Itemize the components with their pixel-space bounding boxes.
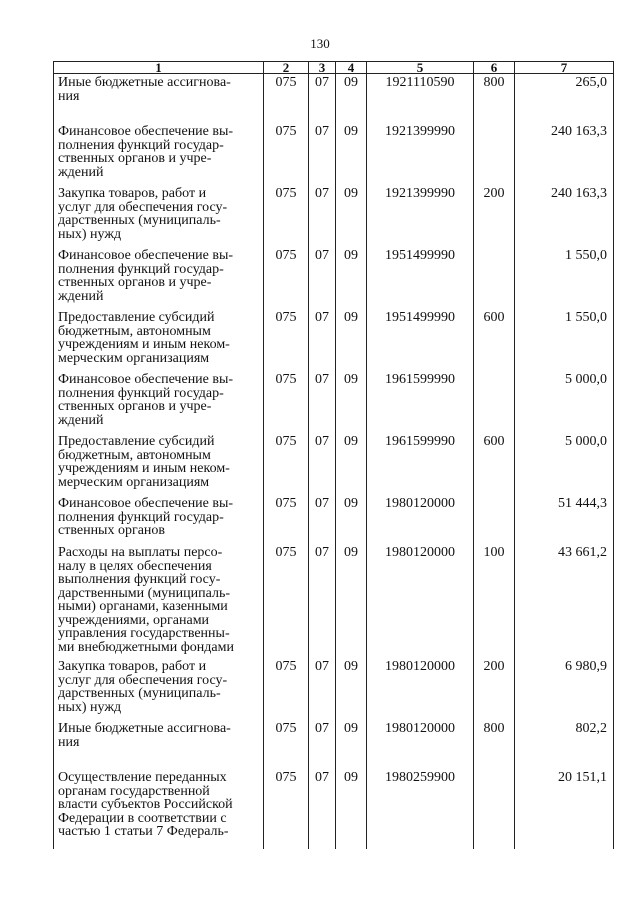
- section-code-cell: 07: [309, 185, 336, 247]
- page-number: 130: [310, 36, 330, 51]
- subsection-code-cell: 09: [336, 309, 367, 371]
- expense-type-cell: [474, 371, 515, 433]
- expense-type-cell: 600: [474, 309, 515, 371]
- column-header: 4: [336, 62, 367, 74]
- section-code-cell: 07: [309, 720, 336, 769]
- section-code-cell: 07: [309, 495, 336, 544]
- amount-cell: 6 980,9: [515, 658, 614, 720]
- ministry-code-cell: 075: [264, 658, 309, 720]
- target-article-cell: 1980120000: [367, 658, 474, 720]
- table-row: [54, 433, 614, 495]
- subsection-code-cell: 09: [336, 247, 367, 309]
- table-row: [54, 74, 614, 124]
- section-code-cell: 07: [309, 658, 336, 720]
- subsection-code-cell: 09: [336, 185, 367, 247]
- ministry-code-cell: 075: [264, 185, 309, 247]
- target-article-cell: 1961599990: [367, 371, 474, 433]
- table-row: [54, 185, 614, 247]
- table-row: [54, 371, 614, 433]
- amount-cell: 802,2: [515, 720, 614, 769]
- subsection-code-cell: 09: [336, 495, 367, 544]
- section-code-cell: 07: [309, 433, 336, 495]
- column-header: 6: [474, 62, 515, 74]
- subsection-code-cell: 09: [336, 433, 367, 495]
- target-article-cell: 1980259900: [367, 769, 474, 849]
- ministry-code-cell: 075: [264, 769, 309, 849]
- target-article-cell: 1980120000: [367, 720, 474, 769]
- column-header: 3: [309, 62, 336, 74]
- ministry-code-cell: 075: [264, 544, 309, 658]
- table-row: [54, 658, 614, 720]
- column-header: 2: [264, 62, 309, 74]
- header-row: [54, 62, 614, 74]
- ministry-code-cell: 075: [264, 371, 309, 433]
- subsection-code-cell: 09: [336, 74, 367, 124]
- ministry-code-cell: 075: [264, 433, 309, 495]
- expense-name-cell: Финансовое обеспечение вы- полнения функций государ- ственных органов и учре- ждений: [54, 247, 264, 309]
- target-article-cell: 1951499990: [367, 247, 474, 309]
- subsection-code-cell: 09: [336, 658, 367, 720]
- expense-name-cell: Предоставление субсидий бюджетным, автономным учреждениям и иным неком- мерческим организациям: [54, 433, 264, 495]
- column-header: 1: [54, 62, 264, 74]
- target-article-cell: 1921399990: [367, 185, 474, 247]
- subsection-code-cell: 09: [336, 720, 367, 769]
- expense-name-cell: Предоставление субсидий бюджетным, автономным учреждениям и иным неком- мерческим организациям: [54, 309, 264, 371]
- table-row: [54, 309, 614, 371]
- amount-cell: 1 550,0: [515, 309, 614, 371]
- table-row: [54, 769, 614, 849]
- target-article-cell: 1921110590: [367, 74, 474, 124]
- section-code-cell: 07: [309, 123, 336, 185]
- expense-type-cell: [474, 247, 515, 309]
- subsection-code-cell: 09: [336, 123, 367, 185]
- target-article-cell: 1951499990: [367, 309, 474, 371]
- subsection-code-cell: 09: [336, 769, 367, 849]
- amount-cell: 51 444,3: [515, 495, 614, 544]
- target-article-cell: 1961599990: [367, 433, 474, 495]
- ministry-code-cell: 075: [264, 720, 309, 769]
- expense-type-cell: 800: [474, 720, 515, 769]
- expense-name-cell: Финансовое обеспечение вы- полнения функций государ- ственных органов и учре- ждений: [54, 371, 264, 433]
- ministry-code-cell: 075: [264, 495, 309, 544]
- expense-type-cell: 600: [474, 433, 515, 495]
- section-code-cell: 07: [309, 371, 336, 433]
- section-code-cell: 07: [309, 247, 336, 309]
- ministry-code-cell: 075: [264, 247, 309, 309]
- expense-type-cell: 100: [474, 544, 515, 658]
- target-article-cell: 1921399990: [367, 123, 474, 185]
- expense-name-cell: Закупка товаров, работ и услуг для обеспечения госу- дарственных (муниципаль- ных) нужд: [54, 185, 264, 247]
- subsection-code-cell: 09: [336, 371, 367, 433]
- expense-name-cell: Финансовое обеспечение вы- полнения функций государ- ственных органов: [54, 495, 264, 544]
- ministry-code-cell: 075: [264, 74, 309, 124]
- amount-cell: 5 000,0: [515, 433, 614, 495]
- expense-type-cell: 200: [474, 658, 515, 720]
- target-article-cell: 1980120000: [367, 495, 474, 544]
- expense-type-cell: [474, 123, 515, 185]
- amount-cell: 20 151,1: [515, 769, 614, 849]
- amount-cell: 240 163,3: [515, 123, 614, 185]
- amount-cell: 5 000,0: [515, 371, 614, 433]
- section-code-cell: 07: [309, 309, 336, 371]
- amount-cell: 43 661,2: [515, 544, 614, 658]
- expense-type-cell: [474, 769, 515, 849]
- subsection-code-cell: 09: [336, 544, 367, 658]
- table-row: [54, 123, 614, 185]
- expense-name-cell: Расходы на выплаты персо- налу в целях обеспечения выполнения функций госу- дарственными (муниципаль- ными) органами, казенными учреждениями, органами управления государственны- ми внебюджетными фондами: [54, 544, 264, 658]
- expense-name-cell: Иные бюджетные ассигнова- ния: [54, 74, 264, 124]
- expense-name-cell: Финансовое обеспечение вы- полнения функций государ- ственных органов и учре- ждений: [54, 123, 264, 185]
- amount-cell: 1 550,0: [515, 247, 614, 309]
- expense-type-cell: 200: [474, 185, 515, 247]
- expense-type-cell: 800: [474, 74, 515, 124]
- amount-cell: 265,0: [515, 74, 614, 124]
- section-code-cell: 07: [309, 769, 336, 849]
- ministry-code-cell: 075: [264, 309, 309, 371]
- budget-table: [53, 61, 614, 849]
- expense-type-cell: [474, 495, 515, 544]
- section-code-cell: 07: [309, 74, 336, 124]
- table-row: [54, 544, 614, 658]
- column-header: 5: [367, 62, 474, 74]
- table-row: [54, 247, 614, 309]
- ministry-code-cell: 075: [264, 123, 309, 185]
- expense-name-cell: Иные бюджетные ассигнова- ния: [54, 720, 264, 769]
- target-article-cell: 1980120000: [367, 544, 474, 658]
- amount-cell: 240 163,3: [515, 185, 614, 247]
- table-row: [54, 720, 614, 769]
- column-header: 7: [515, 62, 614, 74]
- expense-name-cell: Осуществление переданных органам государственной власти субъектов Российской Федерации в соответствии с частью 1 статьи 7 Федераль-: [54, 769, 264, 849]
- table-row: [54, 495, 614, 544]
- expense-name-cell: Закупка товаров, работ и услуг для обеспечения госу- дарственных (муниципаль- ных) нужд: [54, 658, 264, 720]
- section-code-cell: 07: [309, 544, 336, 658]
